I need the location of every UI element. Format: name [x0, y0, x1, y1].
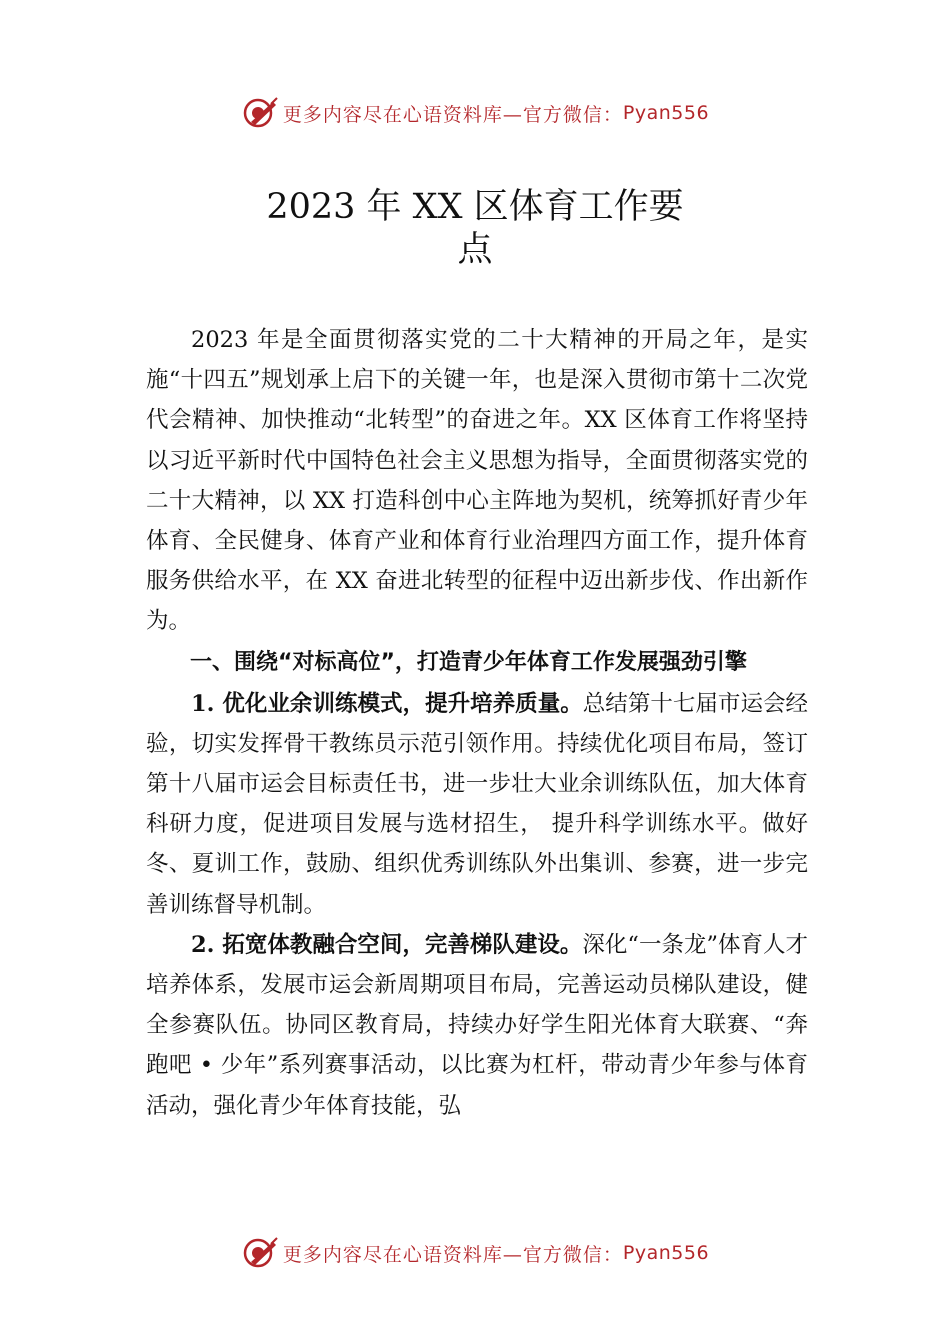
document-body: [146, 320, 808, 1126]
section-heading-1: 一、围绕“对标高位”，打造青少年体育工作发展强劲引擎: [190, 649, 747, 675]
item-2-paragraph: [146, 925, 808, 1126]
item-1-lead: 1. 优化业余训练模式，提升培养质量。: [191, 690, 583, 717]
watermark-footer: [0, 1236, 950, 1270]
title-line-1: 2023 年 XX 区体育工作要: [266, 187, 684, 227]
title-line-2: 点: [457, 230, 493, 270]
watermark-wechat-id: Pyan556: [622, 102, 710, 124]
item-1-body: 总结第十七届市运会经验，切实发挥骨干教练员示范引领作用。持续优化项目布局，签订第十八届市运会目标责任书，进一步壮大业余训练队伍，加大体育科研力度，促进项目发展与选材招生， 提升科学训练水平。做好冬、夏训工作，鼓励、组织优秀训练队外出集训、参赛，进一步完善训练督导机制。: [146, 690, 808, 918]
item-1-paragraph: [146, 684, 808, 925]
intro-paragraph: 2023 年是全面贯彻落实党的二十大精神的开局之年，是实施“十四五”规划承上启下的关键一年，也是深入贯彻市第十二次党代会精神、加快推动“北转型”的奋进之年。XX 区体育工作将坚持以习近平新时代中国特色社会主义思想为指导，全面贯彻落实党的二十大精神，以 XX 打造科创中心主阵地为契机，统筹抓好青少年体育、全民健身、体育产业和体育行业治理四方面工作，提升体育服务供给水平，在 XX 奋进北转型的征程中迈出新步伐、作出新作为。: [146, 327, 808, 635]
item-2-lead: 2. 拓宽体教融合空间，完善梯队建设。: [191, 931, 583, 958]
watermark-wechat-id: Pyan556: [622, 1242, 710, 1264]
document-title: [250, 186, 700, 272]
watermark-text: 更多内容尽在心语资料库—官方微信：: [282, 1243, 623, 1266]
item-2-body: 深化“一条龙”体育人才培养体系，发展市运会新周期项目布局，完善运动员梯队建设，健全参赛队伍。协同区教育局，持续办好学生阳光体育大联赛、“奔跑吧 • 少年”系列赛事活动，以比赛为杠杆，带动青少年参与体育活动，强化青少年体育技能，弘: [146, 931, 808, 1119]
watermark-header: [0, 96, 950, 130]
pen-logo-icon: [241, 96, 279, 130]
pen-logo-icon: [241, 1236, 279, 1270]
watermark-text: 更多内容尽在心语资料库—官方微信：: [282, 103, 623, 126]
